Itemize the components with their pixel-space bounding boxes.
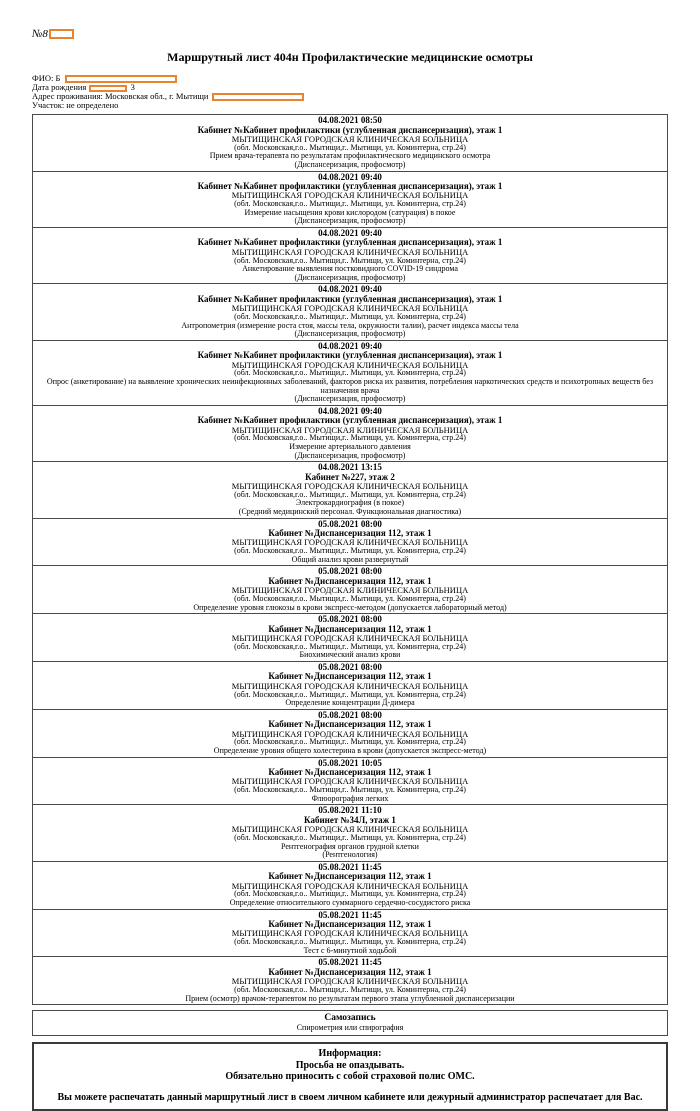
hospital-name: МЫТИЩИНСКАЯ ГОРОДСКАЯ КЛИНИЧЕСКАЯ БОЛЬНИЦА <box>231 537 469 548</box>
visit-datetime: 05.08.2021 10:05 <box>318 757 382 768</box>
visit-datetime: 04.08.2021 13:15 <box>318 462 382 473</box>
hospital-address: (обл. Московская,г.о.. Мытищи,г.. Мытищи, ул. Коминтерна, стр.24) <box>234 489 466 499</box>
visit-datetime: 05.08.2021 08:00 <box>318 662 382 672</box>
visit-datetime: 04.08.2021 08:50 <box>318 115 382 126</box>
schedule-row <box>33 518 667 566</box>
hospital-address: (обл. Московская,г.о.. Мытищи,г.. Мытищи, ул. Коминтерна, стр.24) <box>234 641 466 651</box>
hospital-address: (обл. Московская,г.о.. Мытищи,г.. Мытищи, ул. Коминтерна, стр.24) <box>234 833 466 842</box>
visit-datetime: 05.08.2021 11:45 <box>318 861 382 872</box>
hospital-name: МЫТИЩИНСКАЯ ГОРОДСКАЯ КЛИНИЧЕСКАЯ БОЛЬНИЦА <box>231 728 469 739</box>
visit-cabinet: Кабинет №227, этаж 2 <box>305 471 395 482</box>
patient-district-line: Участок: не определено <box>32 99 119 110</box>
department-name: (Средний медицинский персонал. Функциональная диагностика) <box>238 507 462 517</box>
info-heading: Информация: <box>318 1048 382 1060</box>
visit-datetime: 04.08.2021 09:40 <box>318 405 382 416</box>
visit-cabinet: Кабинет №Кабинет профилактики (углубленная диспансеризация), этаж 1 <box>197 181 503 192</box>
visit-cabinet: Кабинет №Диспансеризация 112, этаж 1 <box>268 767 432 777</box>
hospital-name: МЫТИЩИНСКАЯ ГОРОДСКАЯ КЛИНИЧЕСКАЯ БОЛЬНИЦА <box>231 824 469 835</box>
visit-cabinet: Кабинет №Кабинет профилактики (углубленная диспансеризация), этаж 1 <box>197 124 503 135</box>
document-number-text: №8 <box>32 28 48 40</box>
visit-cabinet: Кабинет №Диспансеризация 112, этаж 1 <box>268 528 432 539</box>
visit-datetime: 05.08.2021 08:00 <box>318 518 382 529</box>
hospital-address: (обл. Московская,г.о.. Мытищи,г.. Мытищи, ул. Коминтерна, стр.24) <box>234 546 466 556</box>
procedure-name: Опрос (анкетирование) на выявление хронических неинфекционных заболеваний, факторов риска их развития, потребления наркотических средств и психотропных веществ без назначения врача <box>46 377 654 395</box>
hospital-address: (обл. Московская,г.о.. Мытищи,г.. Мытищи, ул. Коминтерна, стр.24) <box>234 199 466 209</box>
procedure-name: Электрокардиография (в покое) <box>295 498 405 508</box>
department-name: (Диспансеризация, профосмотр) <box>294 272 406 282</box>
visit-cabinet: Кабинет №Диспансеризация 112, этаж 1 <box>268 671 432 682</box>
schedule-row <box>33 115 667 170</box>
hospital-address: (обл. Московская,г.о.. Мытищи,г.. Мытищи, ул. Коминтерна, стр.24) <box>234 312 466 322</box>
procedure-name: Измерение насыщения крови кислородом (сатурация) в покое <box>244 207 456 217</box>
address-label: Адрес проживания: Московская обл., г. Мытищи <box>32 90 209 101</box>
self-record-procedure: Спирометрия или спирография <box>296 1023 404 1033</box>
visit-cabinet: Кабинет №Диспансеризация 112, этаж 1 <box>268 871 432 882</box>
hospital-address: (обл. Московская,г.о.. Мытищи,г.. Мытищи, ул. Коминтерна, стр.24) <box>234 433 466 443</box>
department-name: (Рентгенология) <box>322 850 378 860</box>
hospital-address: (обл. Московская,г.о.. Мытищи,г.. Мытищи, ул. Коминтерна, стр.24) <box>234 785 466 795</box>
hospital-name: МЫТИЩИНСКАЯ ГОРОДСКАЯ КЛИНИЧЕСКАЯ БОЛЬНИЦА <box>231 359 469 370</box>
visit-datetime: 05.08.2021 08:00 <box>318 614 382 625</box>
schedule-table <box>32 114 668 1005</box>
hospital-name: МЫТИЩИНСКАЯ ГОРОДСКАЯ КЛИНИЧЕСКАЯ БОЛЬНИЦА <box>231 481 469 492</box>
hospital-name: МЫТИЩИНСКАЯ ГОРОДСКАЯ КЛИНИЧЕСКАЯ БОЛЬНИЦА <box>231 303 469 314</box>
schedule-row <box>33 861 667 909</box>
procedure-name: Флюорография легких <box>311 793 389 803</box>
hospital-address: (обл. Московская,г.о.. Мытищи,г.. Мытищи, ул. Коминтерна, стр.24) <box>234 737 466 747</box>
procedure-name: Тест с 6-минутной ходьбой <box>303 945 397 955</box>
hospital-address: (обл. Московская,г.о.. Мытищи,г.. Мытищи, ул. Коминтерна, стр.24) <box>234 689 466 699</box>
visit-cabinet: Кабинет №Кабинет профилактики (углубленная диспансеризация), этаж 1 <box>197 350 503 361</box>
procedure-name: Определение уровня глюкозы в крови экспресс-методом (допускается лабораторный метод) <box>193 602 507 612</box>
schedule-row <box>33 661 667 709</box>
hospital-name: МЫТИЩИНСКАЯ ГОРОДСКАЯ КЛИНИЧЕСКАЯ БОЛЬНИЦА <box>231 585 469 596</box>
hospital-name: МЫТИЩИНСКАЯ ГОРОДСКАЯ КЛИНИЧЕСКАЯ БОЛЬНИЦА <box>231 134 469 145</box>
procedure-name: Рентгенография органов грудной клетки <box>281 841 419 851</box>
hospital-name: МЫТИЩИНСКАЯ ГОРОДСКАЯ КЛИНИЧЕСКАЯ БОЛЬНИЦА <box>231 928 469 939</box>
information-box <box>32 1042 668 1111</box>
visit-datetime: 05.08.2021 11:10 <box>318 805 382 816</box>
patient-address-line <box>32 92 668 101</box>
self-record-title: Самозапись <box>324 1013 376 1024</box>
hospital-address: (обл. Московская,г.о.. Мытищи,г.. Мытищи, ул. Коминтерна, стр.24) <box>234 255 466 265</box>
visit-datetime: 04.08.2021 09:40 <box>318 284 382 295</box>
self-record-box <box>32 1010 668 1036</box>
visit-datetime: 04.08.2021 09:40 <box>318 228 382 239</box>
visit-cabinet: Кабинет №Диспансеризация 112, этаж 1 <box>268 719 432 730</box>
hospital-name: МЫТИЩИНСКАЯ ГОРОДСКАЯ КЛИНИЧЕСКАЯ БОЛЬНИЦА <box>231 424 469 435</box>
procedure-name: Определение относительного суммарного сердечно-сосудистого риска <box>229 897 471 907</box>
hospital-name: МЫТИЩИНСКАЯ ГОРОДСКАЯ КЛИНИЧЕСКАЯ БОЛЬНИЦА <box>231 246 469 257</box>
schedule-row <box>33 757 667 805</box>
department-name: (Диспансеризация, профосмотр) <box>294 450 406 460</box>
schedule-row <box>33 227 667 283</box>
visit-cabinet: Кабинет №Кабинет профилактики (углубленная диспансеризация), этаж 1 <box>197 293 503 304</box>
procedure-name: Определение уровня общего холестерина в крови (допускается экспресс-метод) <box>213 746 487 755</box>
procedure-name: Антропометрия (измерение роста стоя, массы тела, окружности талии), расчет индекса массы тела <box>181 320 519 330</box>
schedule-row <box>33 909 667 957</box>
schedule-row <box>33 171 667 227</box>
hospital-address: (обл. Московская,г.о.. Мытищи,г.. Мытищи, ул. Коминтерна, стр.24) <box>234 889 466 899</box>
hospital-name: МЫТИЩИНСКАЯ ГОРОДСКАЯ КЛИНИЧЕСКАЯ БОЛЬНИЦА <box>231 680 469 691</box>
schedule-row <box>33 804 667 860</box>
schedule-row <box>33 283 667 339</box>
schedule-row <box>33 613 667 661</box>
hospital-name: МЫТИЩИНСКАЯ ГОРОДСКАЯ КЛИНИЧЕСКАЯ БОЛЬНИЦА <box>231 190 469 201</box>
patient-info <box>32 74 668 109</box>
visit-cabinet: Кабинет №Диспансеризация 112, этаж 1 <box>268 966 432 977</box>
birth-suffix: 3 <box>130 82 135 93</box>
visit-datetime: 05.08.2021 11:45 <box>318 909 382 920</box>
schedule-row <box>33 405 667 461</box>
hospital-address: (обл. Московская,г.о.. Мытищи,г.. Мытищи, ул. Коминтерна, стр.24) <box>234 984 466 994</box>
visit-cabinet: Кабинет №Кабинет профилактики (углубленная диспансеризация), этаж 1 <box>197 415 503 426</box>
procedure-name: Анкетирование выявления постковидного COVID-19 синдрома <box>242 264 458 274</box>
schedule-row <box>33 461 667 517</box>
info-line-1: Просьба не опаздывать. <box>295 1059 405 1071</box>
schedule-row <box>33 565 667 613</box>
department-name: (Диспансеризация, профосмотр) <box>294 329 406 339</box>
schedule-row <box>33 709 667 757</box>
visit-cabinet: Кабинет №Диспансеризация 112, этаж 1 <box>268 575 432 586</box>
info-line-2: Обязательно приносить с собой страховой полис ОМС. <box>225 1071 475 1083</box>
fio-label: ФИО: Б <box>32 73 61 83</box>
hospital-name: МЫТИЩИНСКАЯ ГОРОДСКАЯ КЛИНИЧЕСКАЯ БОЛЬНИЦА <box>231 880 469 891</box>
procedure-name: Измерение артериального давления <box>289 442 411 452</box>
procedure-name: Прием врача-терапевта по результатам профилактического медицинского осмотра <box>209 151 491 161</box>
schedule-row <box>33 340 667 405</box>
redaction-box-number <box>49 29 74 39</box>
hospital-name: МЫТИЩИНСКАЯ ГОРОДСКАЯ КЛИНИЧЕСКАЯ БОЛЬНИЦА <box>231 976 469 987</box>
visit-cabinet: Кабинет №Диспансеризация 112, этаж 1 <box>268 918 432 929</box>
visit-datetime: 05.08.2021 08:00 <box>318 566 382 577</box>
department-name: (Диспансеризация, профосмотр) <box>294 394 406 404</box>
hospital-address: (обл. Московская,г.о.. Мытищи,г.. Мытищи, ул. Коминтерна, стр.24) <box>234 937 466 947</box>
page-title: Маршрутный лист 404н Профилактические медицинские осмотры <box>167 50 533 64</box>
redaction-box-address <box>212 93 304 101</box>
hospital-address: (обл. Московская,г.о.. Мытищи,г.. Мытищи, ул. Коминтерна, стр.24) <box>234 368 466 378</box>
visit-cabinet: Кабинет №Диспансеризация 112, этаж 1 <box>268 623 432 634</box>
visit-datetime: 04.08.2021 09:40 <box>318 171 382 182</box>
visit-datetime: 05.08.2021 11:45 <box>318 957 382 968</box>
department-name: (Диспансеризация, профосмотр) <box>294 216 406 226</box>
procedure-name: Биохимический анализ крови <box>299 650 401 660</box>
hospital-name: МЫТИЩИНСКАЯ ГОРОДСКАЯ КЛИНИЧЕСКАЯ БОЛЬНИЦА <box>231 633 469 644</box>
procedure-name: Прием (осмотр) врачом-терапевтом по результатам первого этапа углубленной диспансеризации <box>185 993 515 1003</box>
visit-datetime: 04.08.2021 09:40 <box>318 340 382 351</box>
info-footer: Вы можете распечатать данный маршрутный лист в своем личном кабинете или дежурный администратор распечатает для Вас. <box>57 1091 643 1103</box>
visit-datetime: 05.08.2021 08:00 <box>318 709 382 720</box>
hospital-address: (обл. Московская,г.о.. Мытищи,г.. Мытищи, ул. Коминтерна, стр.24) <box>234 594 466 604</box>
hospital-name: МЫТИЩИНСКАЯ ГОРОДСКАЯ КЛИНИЧЕСКАЯ БОЛЬНИЦА <box>231 776 469 787</box>
schedule-row <box>33 956 667 1004</box>
visit-cabinet: Кабинет №34Л, этаж 1 <box>304 814 396 825</box>
birth-label: Дата рождения <box>32 82 87 93</box>
procedure-name: Общий анализ крови развернутый <box>291 554 409 564</box>
visit-cabinet: Кабинет №Кабинет профилактики (углубленная диспансеризация), этаж 1 <box>197 237 503 248</box>
department-name: (Диспансеризация, профосмотр) <box>294 160 406 170</box>
document-number <box>32 28 668 40</box>
hospital-address: (обл. Московская,г.о.. Мытищи,г.. Мытищи, ул. Коминтерна, стр.24) <box>234 142 466 152</box>
procedure-name: Определение концентрации Д-димера <box>285 698 415 708</box>
